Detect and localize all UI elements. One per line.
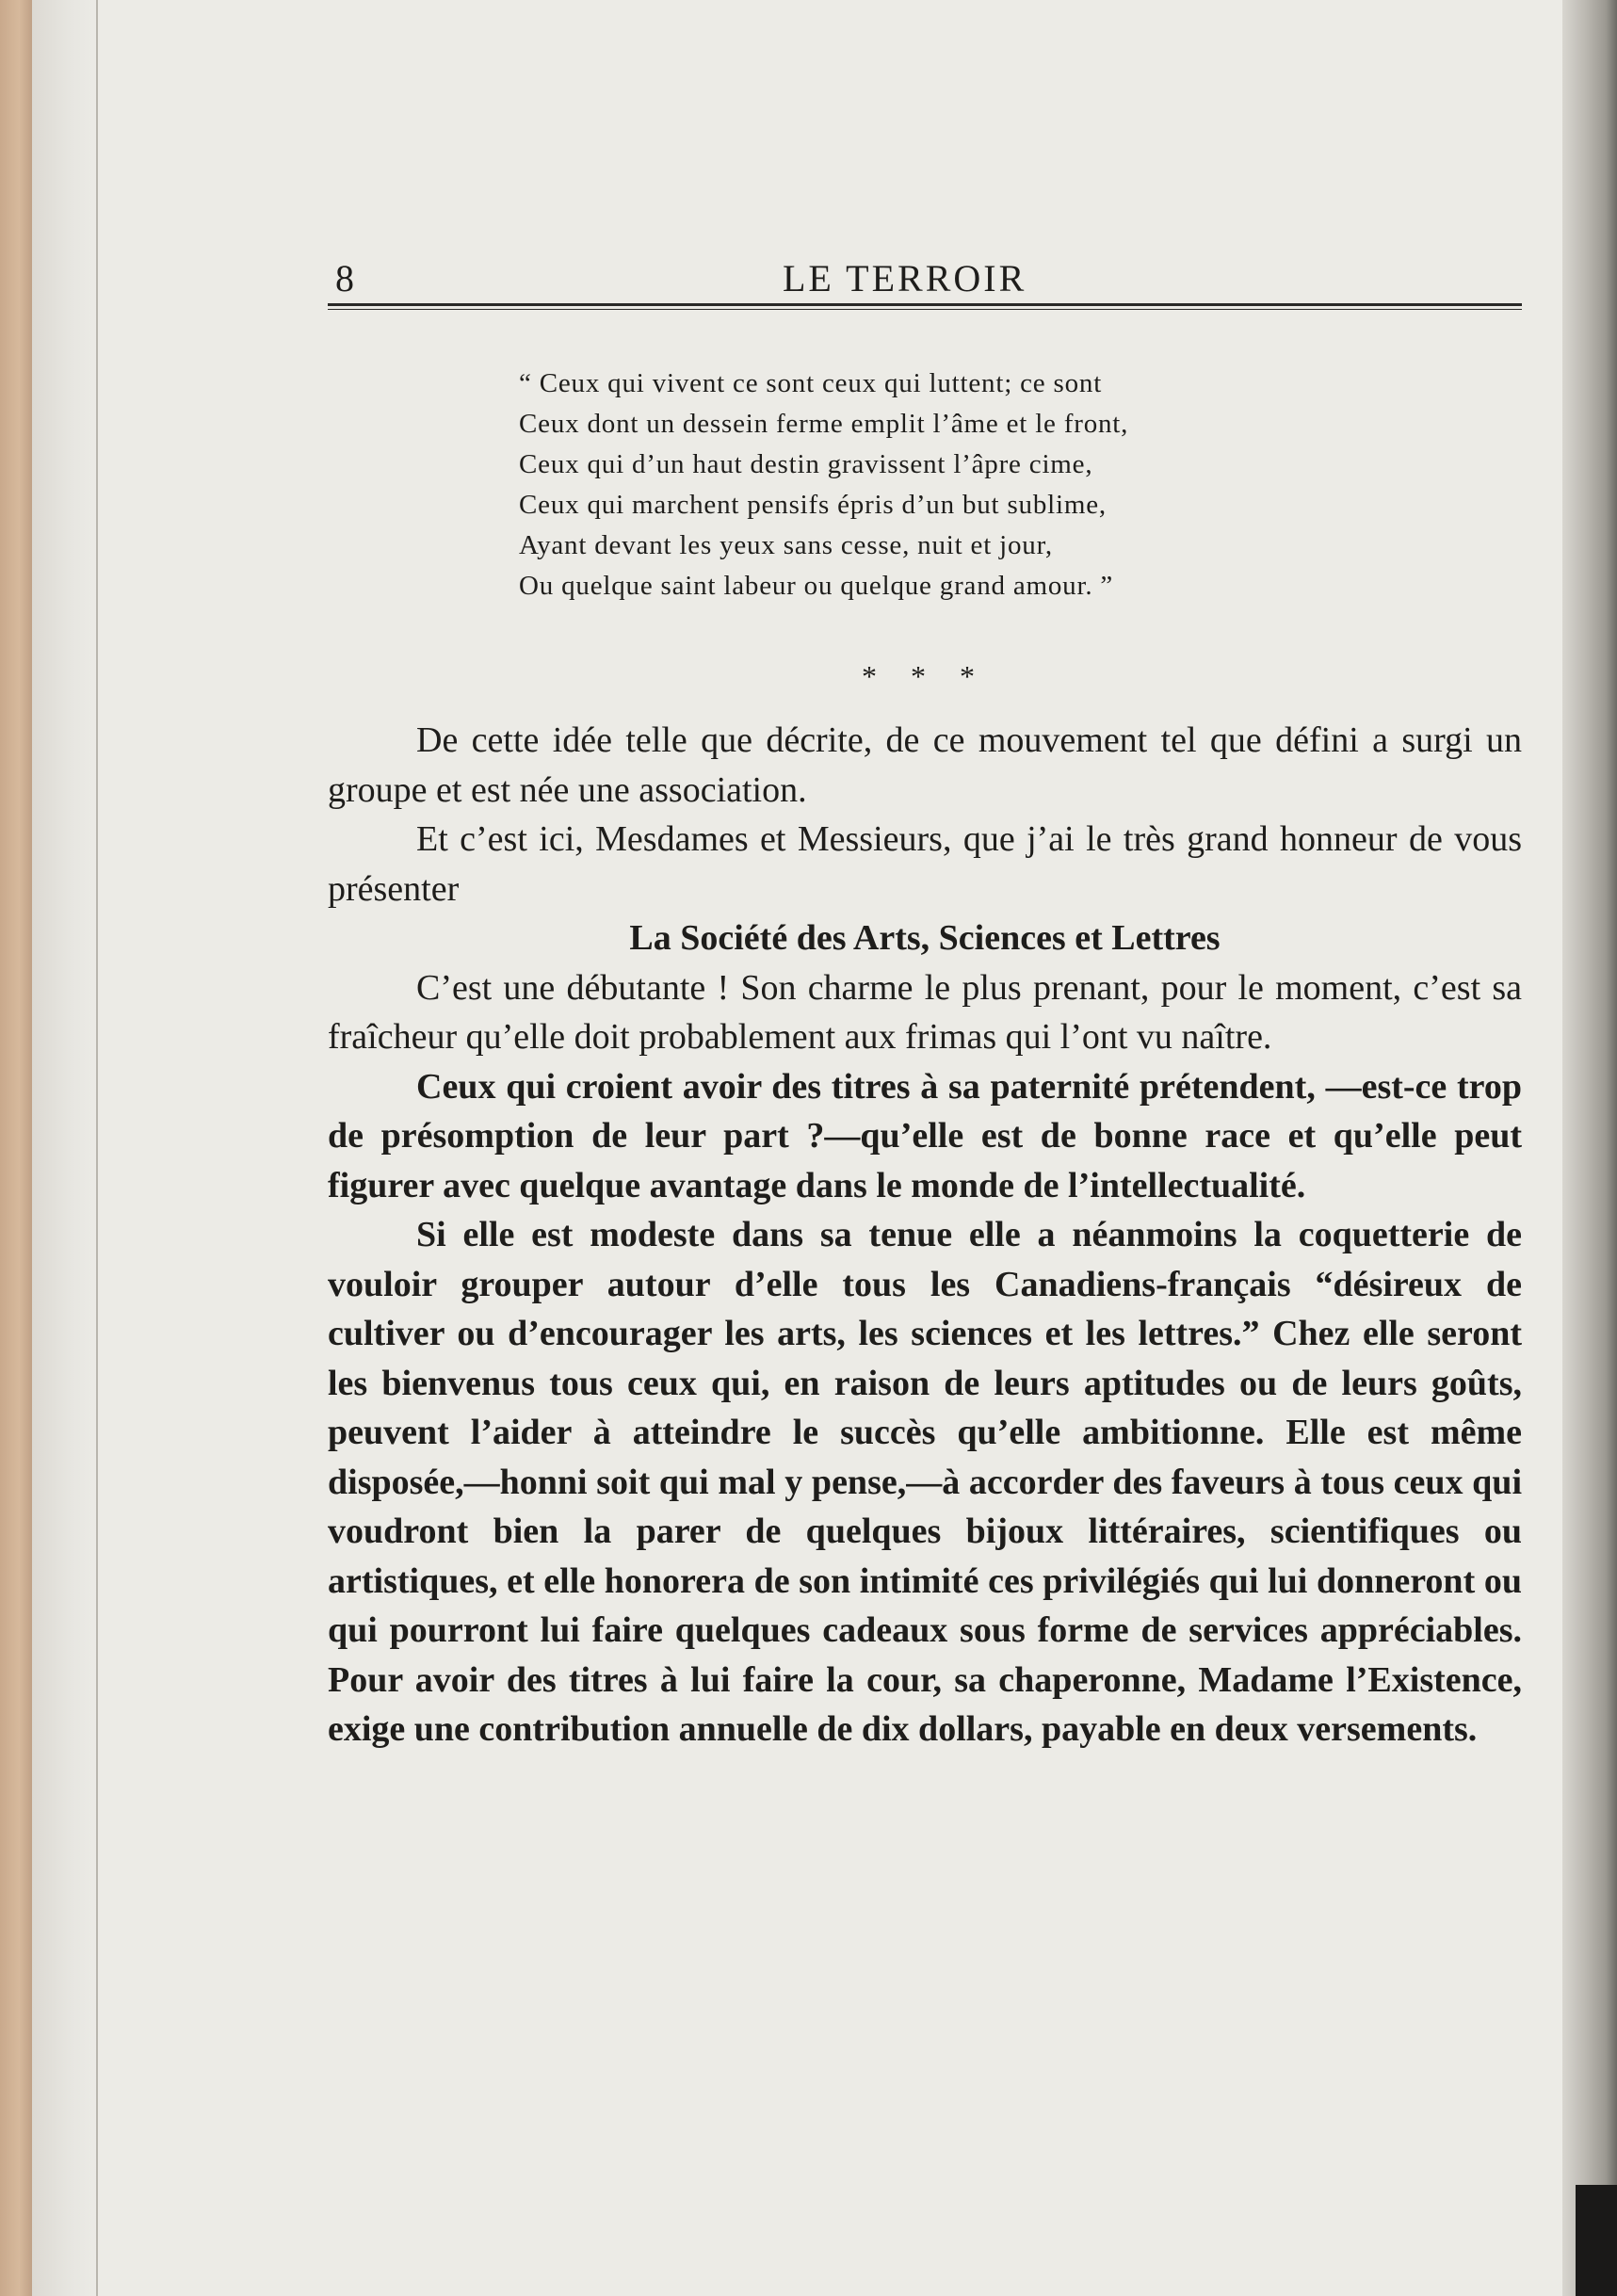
running-title: LE TERROIR bbox=[783, 257, 1027, 299]
epigraph-poem bbox=[519, 364, 1348, 606]
poem-line: Ou quelque saint labeur ou quelque grand amour. ” bbox=[519, 571, 1114, 601]
book-page bbox=[328, 254, 1528, 2232]
page-edge-left bbox=[0, 0, 32, 2296]
page-edge-right bbox=[1562, 0, 1617, 2296]
poem-line: “ Ceux qui vivent ce sont ceux qui luttent; ce sont bbox=[519, 368, 1103, 398]
society-heading: La Société des Arts, Sciences et Lettres bbox=[629, 918, 1221, 958]
poem-line: Ceux qui marchent pensifs épris d’un but sublime, bbox=[519, 490, 1107, 520]
paragraph: Et c’est ici, Mesdames et Messieurs, que j’ai le très grand honneur de vous présenter bbox=[328, 819, 1522, 909]
body-text bbox=[328, 716, 1522, 1754]
paragraph: Ceux qui croient avoir des titres à sa paternité prétendent, —est-ce trop de présomption de leur part ?—qu’elle est de bonne race et qu’elle peut figurer avec quelque avantage dans le monde de l’intellectualité. bbox=[328, 1066, 1522, 1205]
header-rule-thin bbox=[328, 309, 1522, 310]
header-rule bbox=[328, 303, 1522, 306]
page-fold-line bbox=[96, 0, 98, 2296]
paragraph: C’est une débutante ! Son charme le plus prenant, pour le moment, c’est sa fraîcheur qu’elle doit probablement aux frimas qui l’ont vu naître. bbox=[328, 967, 1522, 1057]
page-edge-dark-corner bbox=[1576, 2185, 1617, 2296]
page-gutter-shadow bbox=[32, 0, 98, 2296]
page-header bbox=[328, 254, 1528, 303]
paragraph: Si elle est modeste dans sa tenue elle a néanmoins la coquetterie de vouloir grouper autour d’elle tous les Canadiens-français “désireux de cultiver ou d’encourager les arts, les sciences et les lettres.” Chez elle seront les bienvenus tous ceux qui, en raison de leurs aptitudes ou de leurs goûts, peuvent l’aider à atteindre le succès qu’elle ambitionne. Elle est même disposée,—honni soit qui mal y pense,—à accorder des faveurs à tous ceux qui voudront bien la parer de quelques bijoux littéraires, scientifiques ou artistiques, et elle honorera de son intimité ces privilégiés qui lui donneront ou qui pourront lui faire quelques cadeaux sous forme de services appréciables. Pour avoir des titres à lui faire la cour, sa chaperonne, Madame l’Existence, exige une contribution annuelle de dix dollars, payable en deux versements. bbox=[328, 1215, 1522, 1749]
paragraph: De cette idée telle que décrite, de ce mouvement tel que défini a surgi un groupe et est née une association. bbox=[328, 720, 1522, 810]
poem-line: Ayant devant les yeux sans cesse, nuit et jour, bbox=[519, 530, 1053, 560]
page-number: 8 bbox=[335, 257, 356, 299]
section-separator: * * * bbox=[862, 659, 988, 693]
poem-line: Ceux dont un dessein ferme emplit l’âme et le front, bbox=[519, 409, 1129, 439]
poem-line: Ceux qui d’un haut destin gravissent l’âpre cime, bbox=[519, 449, 1093, 479]
